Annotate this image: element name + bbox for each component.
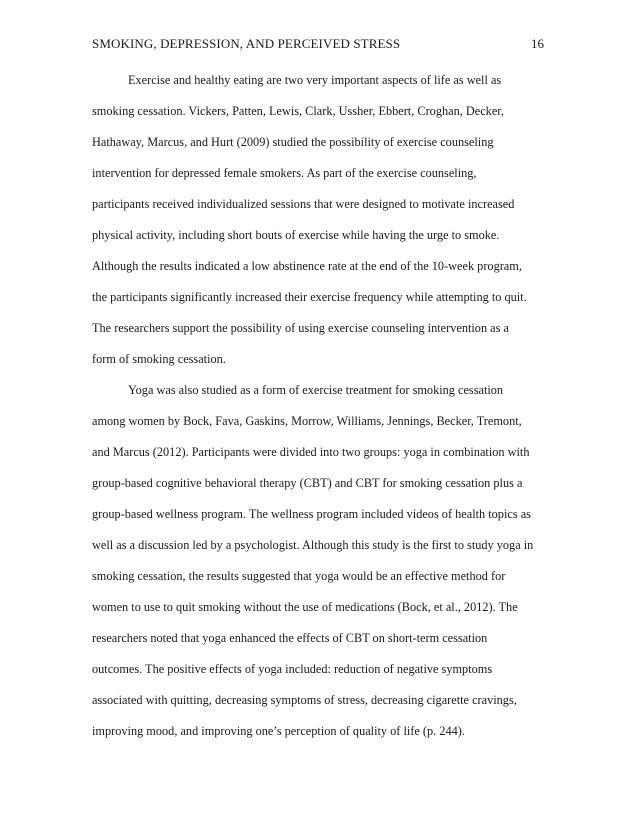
page-number: 16 <box>531 36 544 51</box>
text-line: among women by Bock, Fava, Gaskins, Morrow, Williams, Jennings, Becker, Tremont, <box>92 414 522 428</box>
text-line: outcomes. The positive effects of yoga included: reduction of negative symptoms <box>92 662 493 676</box>
text-line: The researchers support the possibility of using exercise counseling intervention as a <box>92 321 509 335</box>
text-line: women to use to quit smoking without the use of medications (Bock, et al., 2012). The <box>92 600 518 614</box>
text-line: form of smoking cessation. <box>92 352 226 366</box>
text-line: group-based cognitive behavioral therapy (CBT) and CBT for smoking cessation plus a <box>92 476 523 490</box>
paragraph-yoga <box>92 380 548 752</box>
text-line: and Marcus (2012). Participants were divided into two groups: yoga in combination with <box>92 445 530 459</box>
text-line: smoking cessation. Vickers, Patten, Lewis, Clark, Ussher, Ebbert, Croghan, Decker, <box>92 104 504 118</box>
text-line: physical activity, including short bouts of exercise while having the urge to smoke. <box>92 228 500 242</box>
text-line: intervention for depressed female smokers. As part of the exercise counseling, <box>92 166 477 180</box>
text-line: improving mood, and improving one’s perception of quality of life (p. 244). <box>92 724 465 738</box>
text-line: Yoga was also studied as a form of exercise treatment for smoking cessation <box>128 383 504 397</box>
text-line: Although the results indicated a low abstinence rate at the end of the 10-week program, <box>92 259 522 273</box>
text-line: Hathaway, Marcus, and Hurt (2009) studied the possibility of exercise counseling <box>92 135 494 149</box>
text-line: group-based wellness program. The wellness program included videos of health topics as <box>92 507 531 521</box>
text-line: researchers noted that yoga enhanced the effects of CBT on short-term cessation <box>92 631 488 645</box>
text-line: Exercise and healthy eating are two very important aspects of life as well as <box>128 73 502 87</box>
text-line: well as a discussion led by a psychologist. Although this study is the first to study yoga in <box>92 538 534 552</box>
text-line: smoking cessation, the results suggested that yoga would be an effective method for <box>92 569 506 583</box>
body-text <box>92 70 548 752</box>
text-line: the participants significantly increased their exercise frequency while attempting to quit. <box>92 290 527 304</box>
paragraph-exercise <box>92 70 548 380</box>
running-head: SMOKING, DEPRESSION, AND PERCEIVED STRESS <box>92 36 401 51</box>
text-line: participants received individualized sessions that were designed to motivate increased <box>92 197 515 211</box>
text-line: associated with quitting, decreasing symptoms of stress, decreasing cigarette cravings, <box>92 693 517 707</box>
